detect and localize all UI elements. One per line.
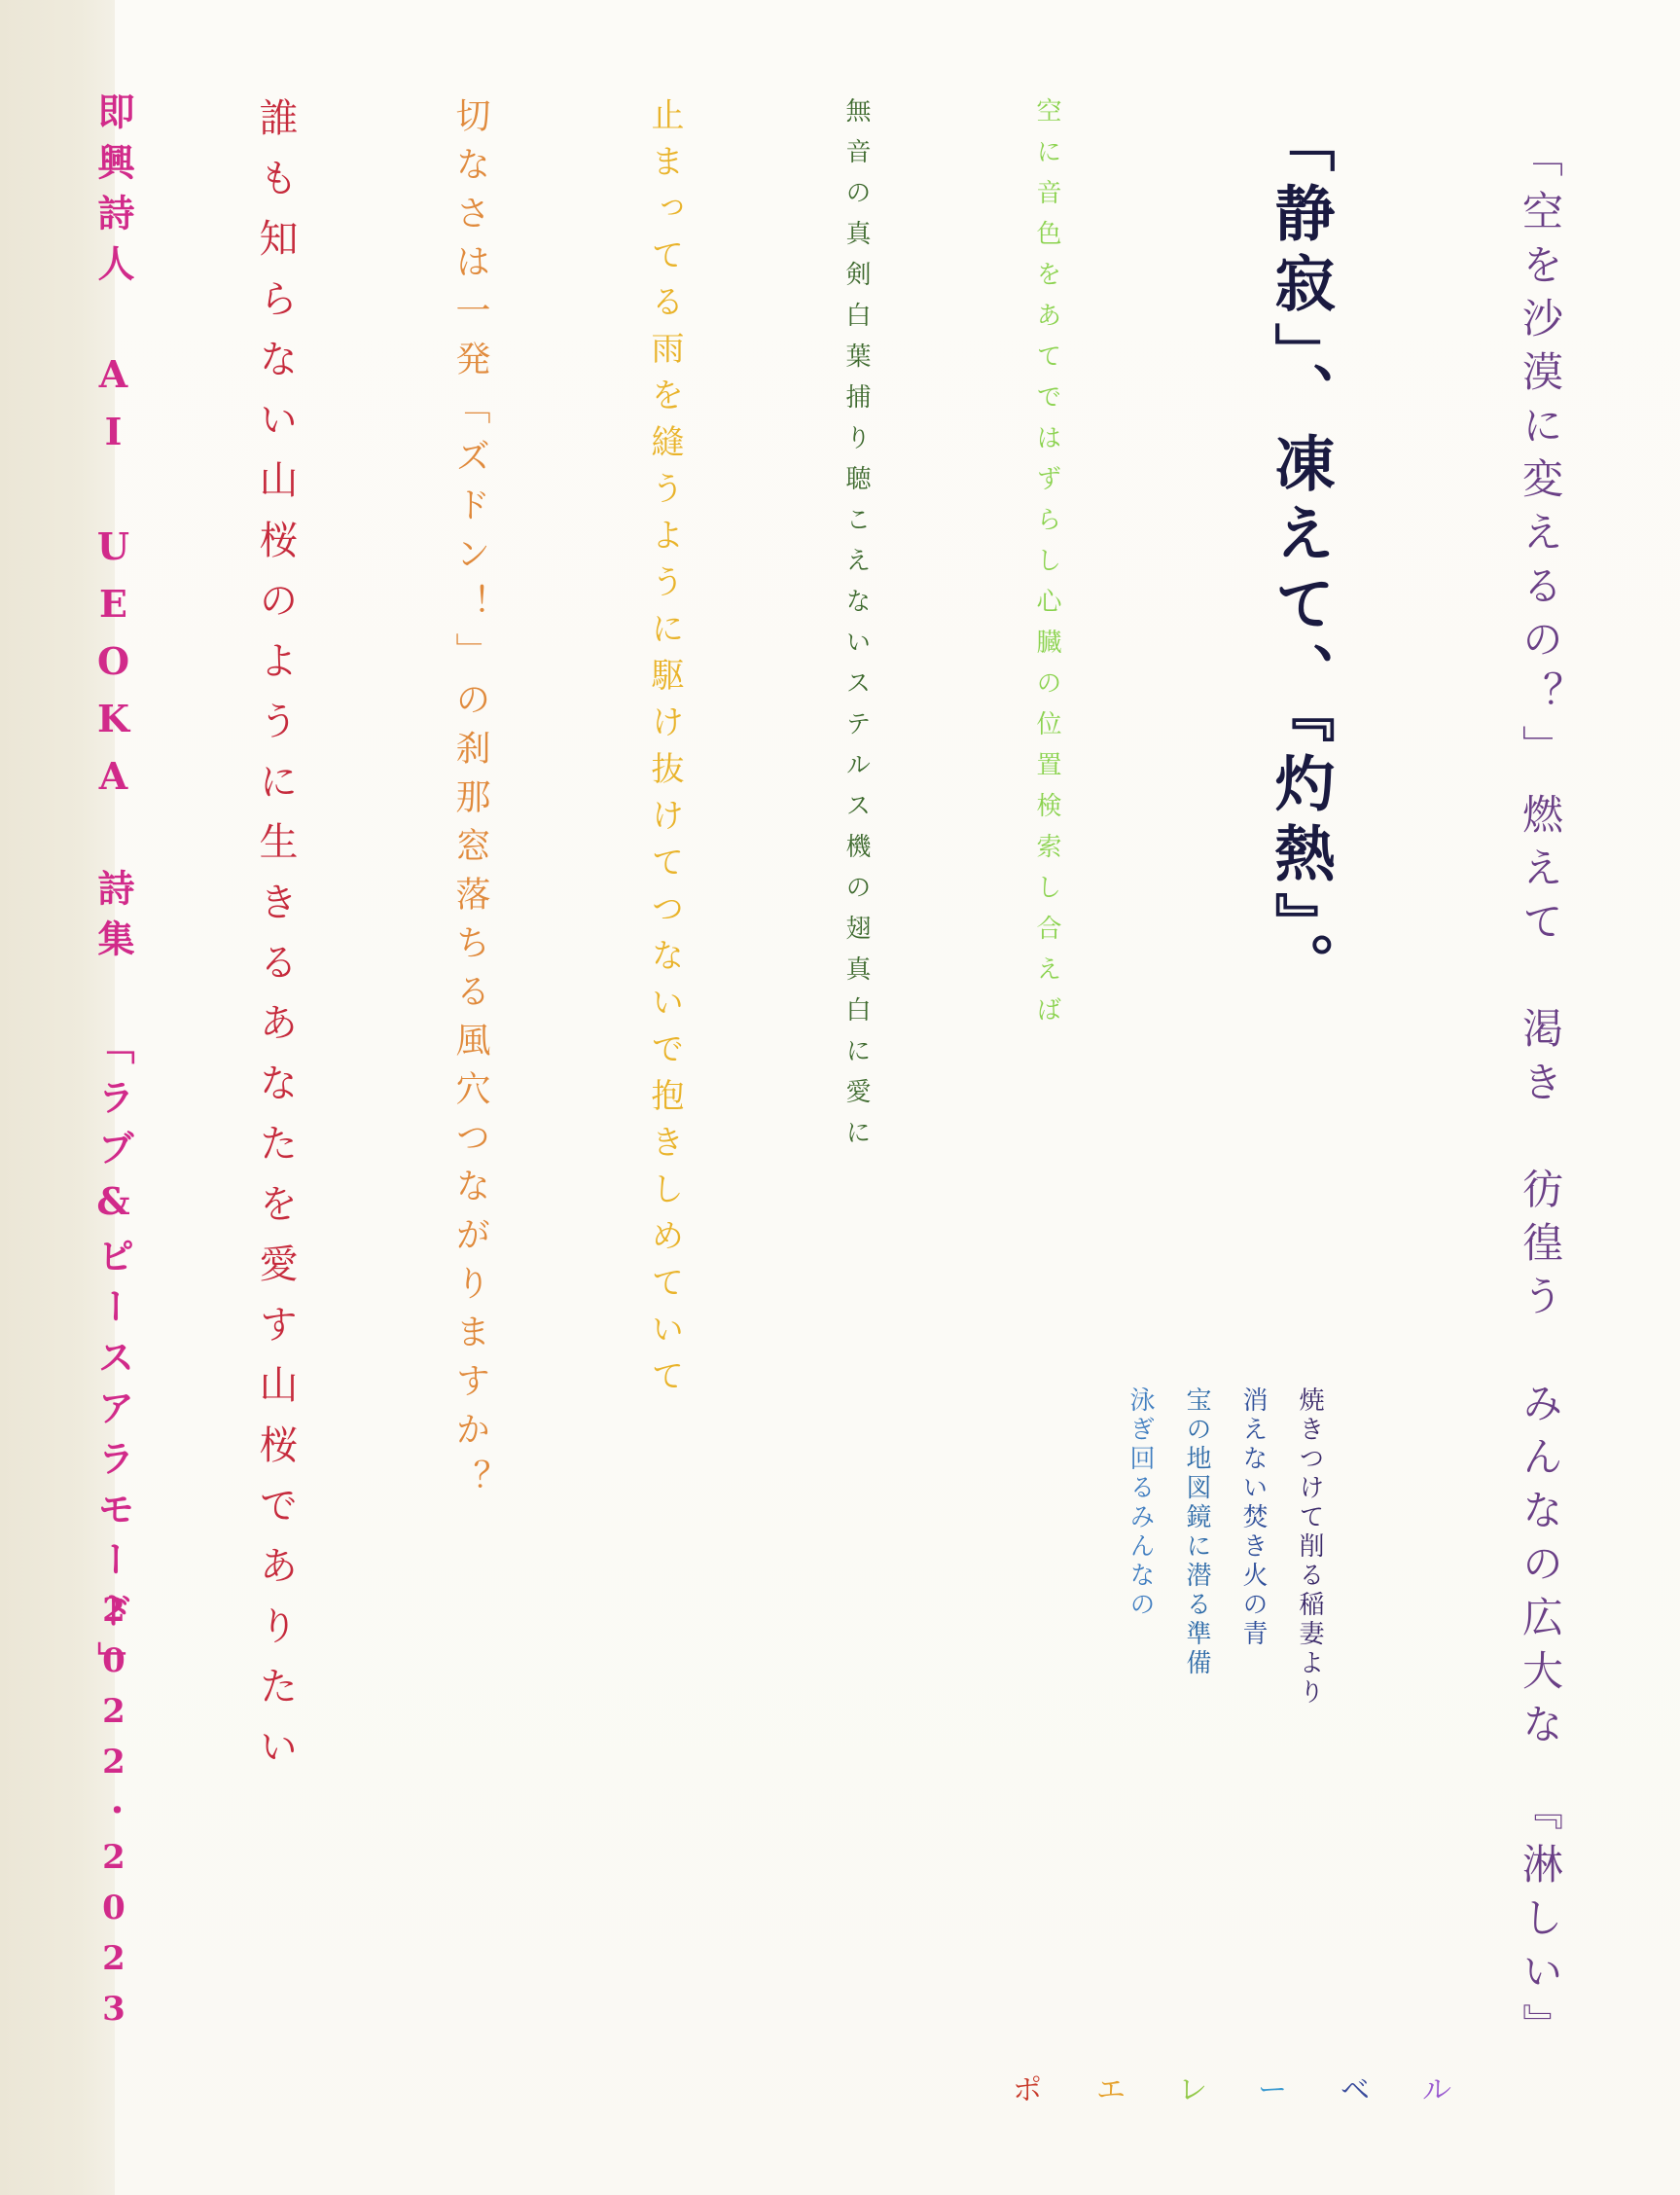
label-char-6: ル: [1422, 2073, 1451, 2107]
poem-green-dark: 無音の真剣白葉捕り聴こえないステルス機の翅真白に愛に: [841, 97, 871, 1160]
poem-small-line-3: 宝の地図鏡に潜る準備: [1182, 1386, 1211, 1678]
poem-small-line-2: 消えない焚き火の青: [1238, 1386, 1268, 1649]
label-char-3: レ: [1178, 2073, 1207, 2107]
poem-small-line-4: 泳ぎ回るみんなの: [1126, 1386, 1155, 1620]
poem-yellow: 止まってる雨を縫うように駆け抜けてつないで抱きしめていて: [645, 97, 684, 1405]
poem-green-light: 空に音色をあてではずらし心臓の位置検索し合えば: [1032, 97, 1061, 1037]
poem-sky-continuation: 燃えて 渇き 彷徨う みんなの広大な 『淋しい』: [1517, 793, 1564, 2057]
page-background: [115, 0, 1680, 2195]
poem-small-line-1: 焼きつけて削る稲妻より: [1295, 1386, 1324, 1708]
label-char-1: ポ: [1013, 2073, 1042, 2107]
poem-sky-question: 「空を沙漠に変えるの？」: [1517, 136, 1564, 778]
poem-red: 誰も知らない山桜のように生きるあなたを愛す山桜でありたい: [253, 97, 298, 1786]
poem-orange: 切なさは一発「ズドン！」の刹那窓落ちる風穴つながりますか？: [450, 97, 490, 1508]
book-years: 2022・2023: [94, 1591, 133, 2040]
label-char-4: ー: [1258, 2073, 1287, 2107]
poem-silence-title: 「静寂」、凍えて、『灼熱』。: [1265, 112, 1336, 1002]
label-char-5: ベ: [1340, 2073, 1370, 2107]
label-char-2: エ: [1096, 2073, 1126, 2107]
book-title: 即興詩人 AI UEOKA 詩集 「ラブ&ピースアラモード」: [91, 92, 135, 1692]
poem-small-block: [1112, 1386, 1338, 1708]
